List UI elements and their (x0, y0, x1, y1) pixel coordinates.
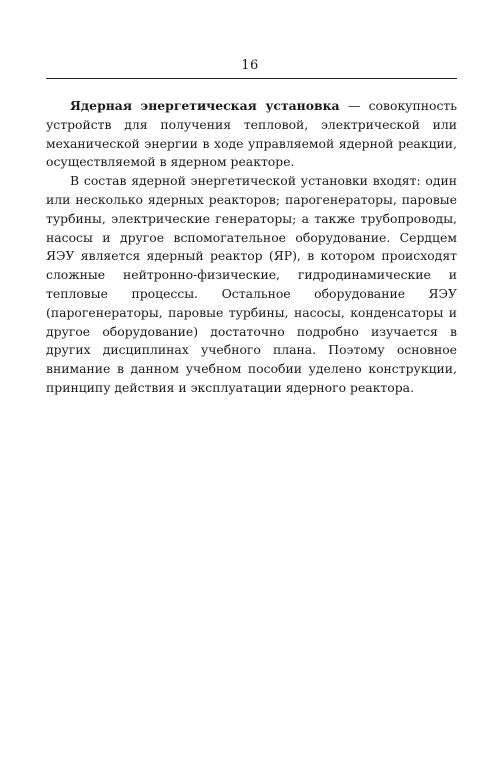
definition-text: — совокупность устройств для получения тепловой, электрической или механической энергии в ходе управляемой ядерной реакции, осуществляемой в ядерном реакторе. (46, 98, 457, 170)
body-text (46, 97, 457, 398)
defined-term: Ядерная энергетическая установка (70, 98, 340, 113)
paragraph-composition: В состав ядерной энергетической установки входят: один или несколько ядерных реакторов; парогенераторы, паровые турбины, электрические генераторы; а также трубопроводы, насосы и другое вспомогательное оборудование. Сердцем ЯЭУ является ядерный реактор (ЯР), в котором происходят сложные нейтронно-физические, гидродинамические и тепловые процессы. Остальное оборудование ЯЭУ (парогенераторы, паровые турбины, насосы, конденсаторы и другое оборудование) достаточно подробно изучается в других дисциплинах учебного плана. Поэтому основное внимание в данном учебном пособии уделено конструкции, принципу действия и эксплуатации ядерного реактора. (46, 173, 457, 395)
header-rule (46, 78, 457, 79)
page-number: 16 (241, 58, 259, 73)
paragraph-definition (46, 97, 457, 172)
